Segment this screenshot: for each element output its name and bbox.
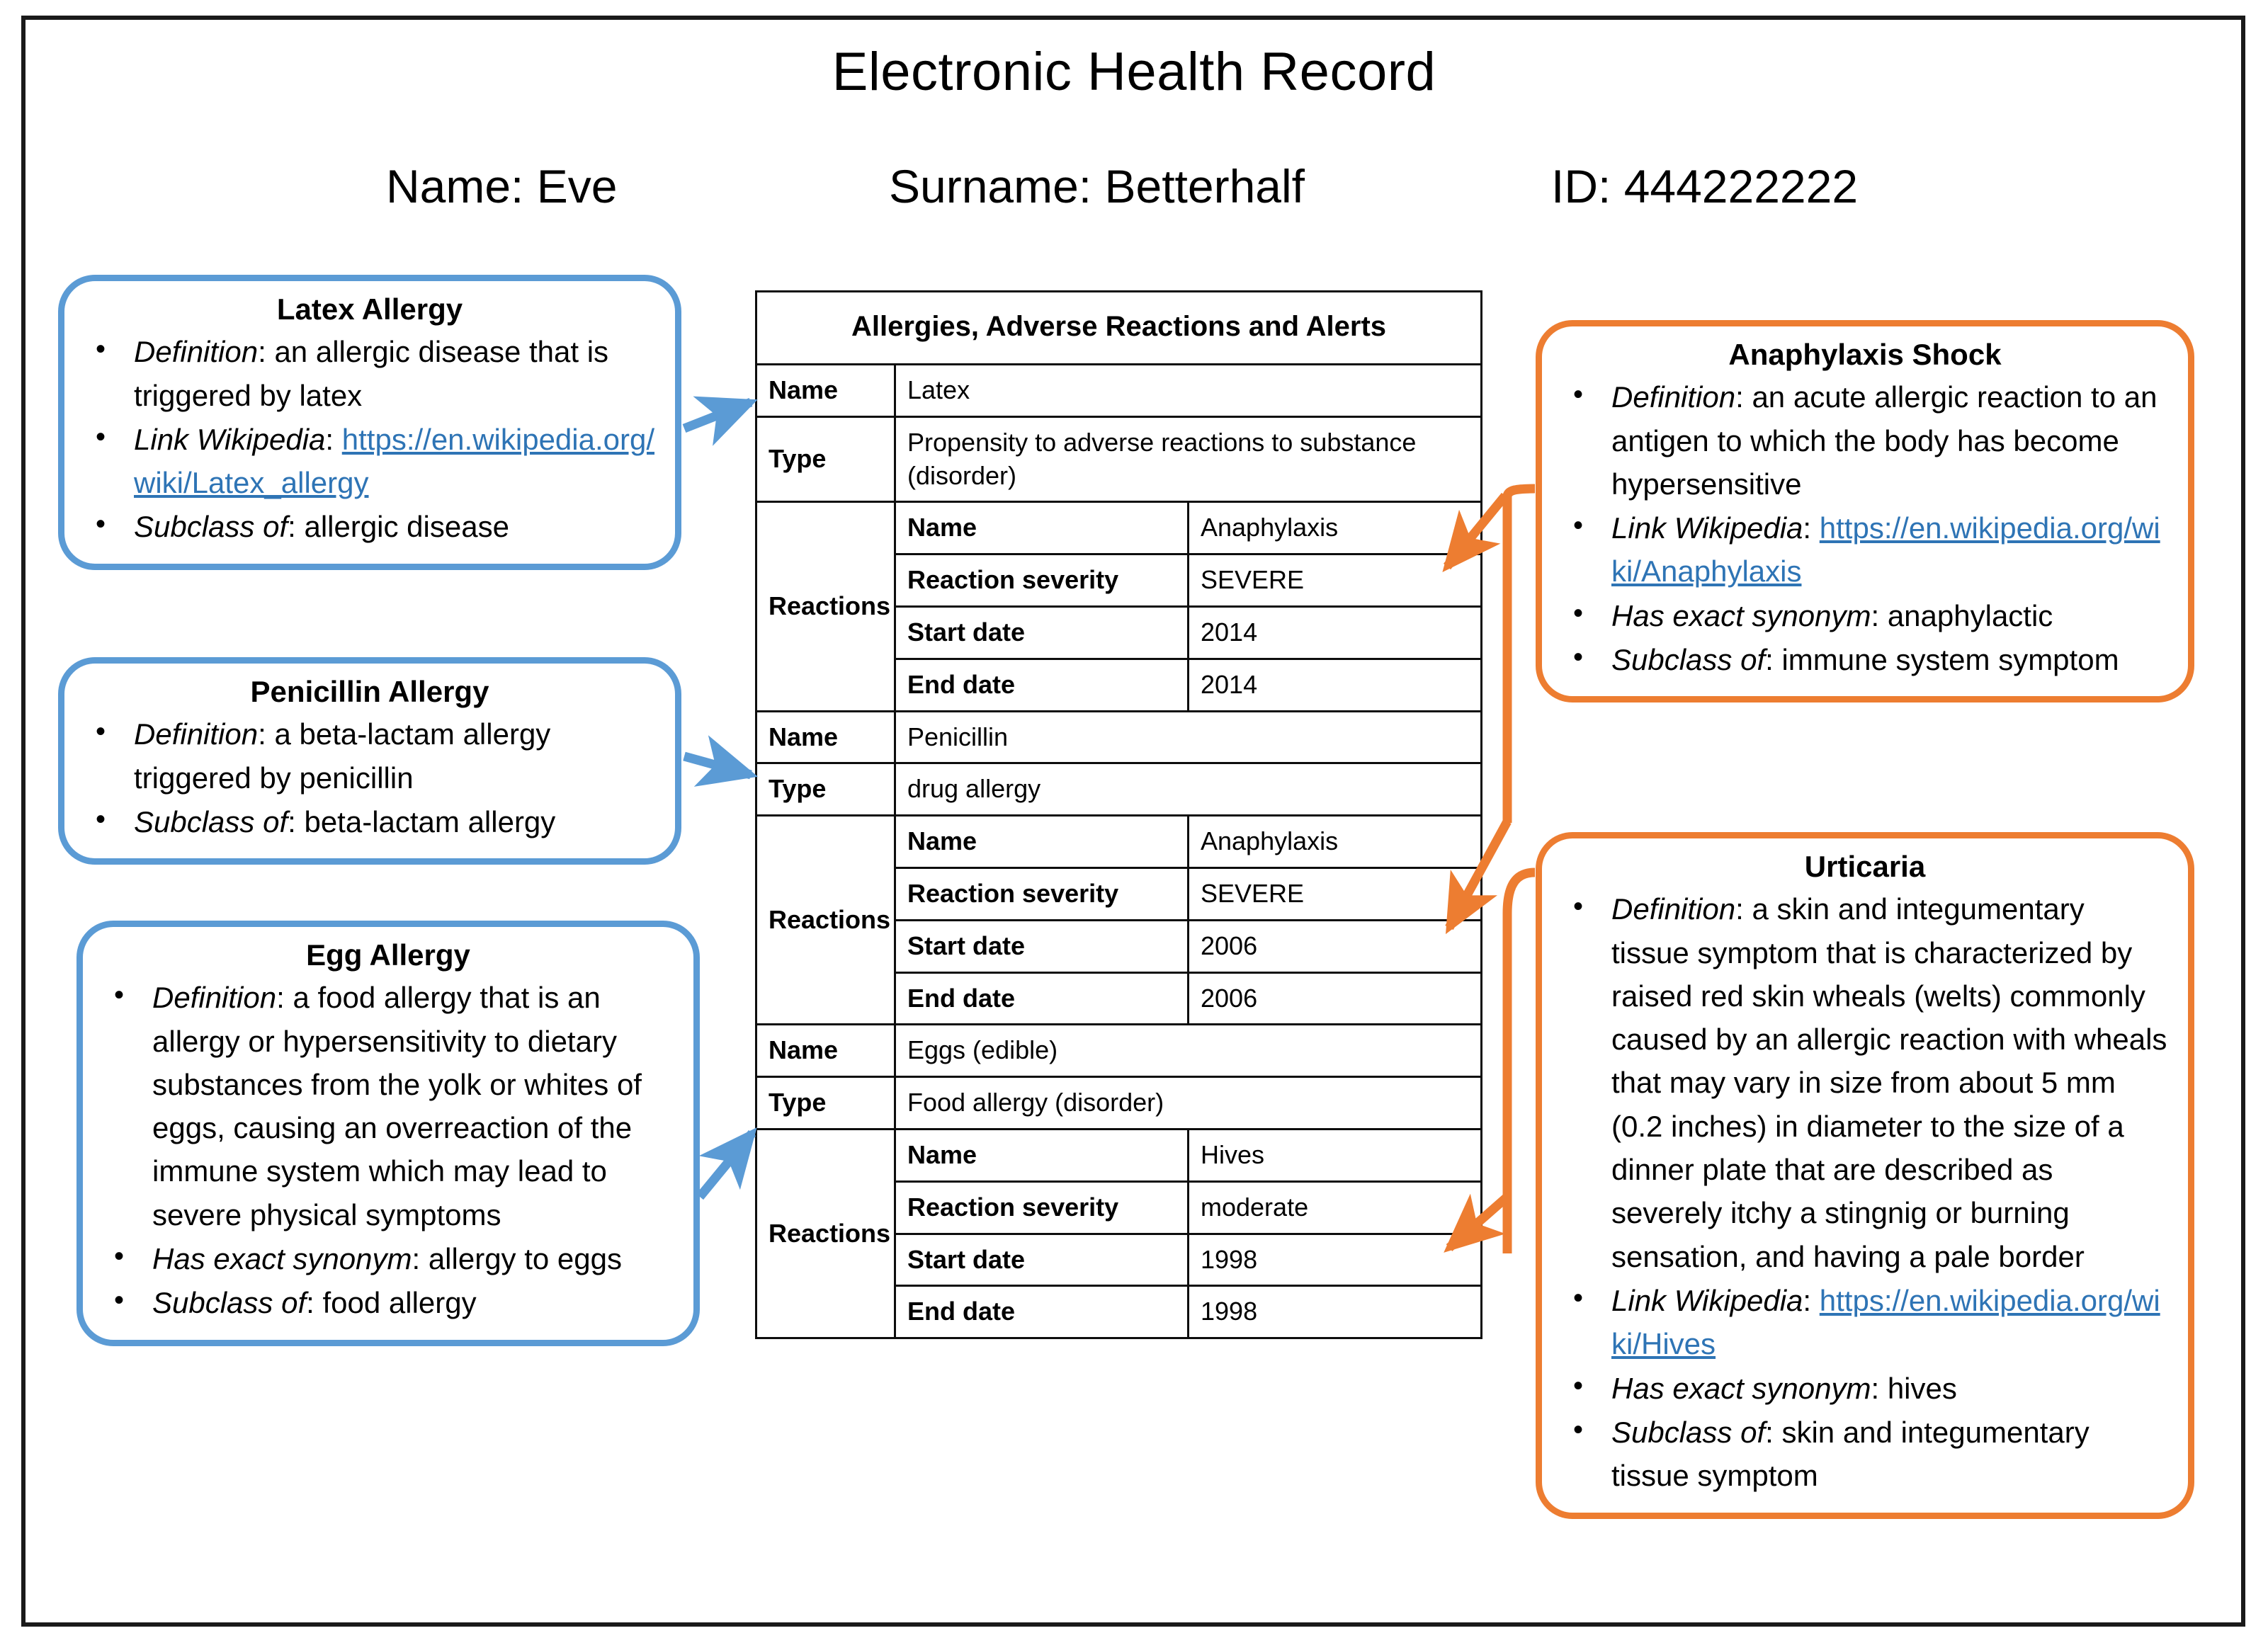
reaction-label-name: Name bbox=[895, 1129, 1189, 1181]
entry-type-value: drug allergy bbox=[895, 763, 1482, 816]
patient-name-field bbox=[386, 159, 617, 213]
bullet-label: Has exact synonym bbox=[1611, 1371, 1871, 1405]
bullet-text: : allergic disease bbox=[288, 510, 509, 544]
reaction-severity-value: moderate bbox=[1189, 1181, 1482, 1234]
row-label-type: Type bbox=[756, 1077, 895, 1130]
reaction-card-title: Urticaria bbox=[1804, 850, 1926, 883]
list-item bbox=[83, 418, 657, 505]
bullet-text: : a beta-lactam allergy triggered by penicillin bbox=[134, 717, 551, 795]
allergy-card-egg bbox=[76, 921, 700, 1346]
bullet-text: : an acute allergic reaction to an antigen to which the body has become hypersensitive bbox=[1611, 380, 2158, 501]
bullet-label: Definition bbox=[1611, 380, 1736, 414]
table-row bbox=[756, 1025, 1482, 1077]
allergy-card-title: Penicillin Allergy bbox=[250, 675, 489, 708]
entry-type-value: Propensity to adverse reactions to substance (disorder) bbox=[895, 416, 1482, 502]
bullet-text: : an allergic disease that is triggered by latex bbox=[134, 335, 609, 412]
table-caption: Allergies, Adverse Reactions and Alerts bbox=[756, 292, 1482, 365]
bullet-label: Has exact synonym bbox=[152, 1242, 412, 1276]
reaction-name-value: Anaphylaxis bbox=[1189, 816, 1482, 868]
list-item bbox=[83, 800, 657, 843]
table-row bbox=[756, 711, 1482, 763]
wikipedia-link[interactable]: https://en.wikipedia.org/wiki/Anaphylaxis bbox=[1611, 511, 2160, 588]
table-row bbox=[756, 365, 1482, 417]
list-item bbox=[1560, 1279, 2170, 1366]
bullet-label: Definition bbox=[152, 981, 277, 1015]
bullet-label: Subclass of bbox=[134, 510, 288, 544]
reaction-card-anaphylaxis-shock bbox=[1536, 320, 2194, 702]
reaction-name-value: Hives bbox=[1189, 1129, 1482, 1181]
bullet-text: : beta-lactam allergy bbox=[288, 804, 556, 838]
bullet-label: Has exact synonym bbox=[1611, 598, 1871, 632]
wikipedia-link[interactable]: https://en.wikipedia.org/wiki/Hives bbox=[1611, 1284, 2160, 1361]
bullet-text: : hives bbox=[1871, 1371, 1957, 1405]
allergy-card-bullets bbox=[101, 976, 675, 1325]
table-row bbox=[756, 502, 1482, 554]
reaction-label-severity: Reaction severity bbox=[895, 867, 1189, 920]
table-row bbox=[756, 416, 1482, 502]
reaction-start-date-value: 2014 bbox=[1189, 606, 1482, 659]
reaction-end-date-value: 2006 bbox=[1189, 972, 1482, 1025]
bullet-label: Subclass of bbox=[1611, 1415, 1766, 1449]
bullet-label: Link Wikipedia bbox=[1611, 1284, 1803, 1318]
list-item bbox=[101, 1237, 675, 1280]
reaction-card-title: Anaphylaxis Shock bbox=[1728, 338, 2002, 371]
reaction-label-severity: Reaction severity bbox=[895, 554, 1189, 607]
list-item bbox=[1560, 1367, 2170, 1410]
reaction-card-urticaria bbox=[1536, 832, 2194, 1519]
table-caption-row bbox=[756, 292, 1482, 365]
row-label-reactions: Reactions bbox=[756, 816, 895, 1025]
list-item bbox=[83, 505, 657, 548]
reaction-start-date-value: 1998 bbox=[1189, 1234, 1482, 1286]
bullet-text: : a food allergy that is an allergy or hypersensitivity to dietary substances from the yolk or whites of eggs, causing an overreaction of the immune system which may lead to severe physical symptoms bbox=[152, 981, 642, 1231]
list-item bbox=[83, 330, 657, 417]
bullet-text: : a skin and integumentary tissue symptom that is characterized by raised red skin wheals (welts) commonly caused by an allergic reaction with wheals that may vary in size from about 5 mm (0.2 inches) in diameter to the size of a dinner plate that are described as severely itchy a stingnig or burning sensation, and having a pale border bbox=[1611, 892, 2167, 1273]
allergy-card-penicillin bbox=[58, 657, 681, 865]
table-row bbox=[756, 1129, 1482, 1181]
reaction-label-name: Name bbox=[895, 502, 1189, 554]
reaction-label-end-date: End date bbox=[895, 1286, 1189, 1338]
reaction-end-date-value: 1998 bbox=[1189, 1286, 1482, 1338]
patient-name-label: Name: bbox=[386, 160, 524, 212]
patient-surname-value: Betterhalf bbox=[1104, 160, 1305, 212]
list-item bbox=[1560, 506, 2170, 593]
reaction-label-start-date: Start date bbox=[895, 920, 1189, 972]
page-title: Electronic Health Record bbox=[832, 42, 1436, 102]
list-item bbox=[1560, 375, 2170, 506]
list-item bbox=[83, 712, 657, 800]
bullet-text: : food allergy bbox=[306, 1286, 477, 1320]
entry-type-value: Food allergy (disorder) bbox=[895, 1077, 1482, 1130]
allergies-table bbox=[755, 290, 1482, 1339]
bullet-label: Link Wikipedia bbox=[134, 422, 326, 456]
reaction-end-date-value: 2014 bbox=[1189, 659, 1482, 711]
reaction-label-severity: Reaction severity bbox=[895, 1181, 1189, 1234]
reaction-label-name: Name bbox=[895, 816, 1189, 868]
table-row bbox=[756, 1077, 1482, 1130]
bullet-text: : skin and integumentary tissue symptom bbox=[1611, 1415, 2090, 1493]
row-label-name: Name bbox=[756, 1025, 895, 1077]
reaction-label-start-date: Start date bbox=[895, 606, 1189, 659]
reaction-label-end-date: End date bbox=[895, 972, 1189, 1025]
wikipedia-link[interactable]: https://en.wikipedia.org/wiki/Latex_allergy bbox=[134, 422, 655, 500]
reaction-card-bullets bbox=[1560, 375, 2170, 681]
list-item bbox=[1560, 594, 2170, 637]
bullet-text: : immune system symptom bbox=[1765, 643, 2119, 677]
reaction-severity-value: SEVERE bbox=[1189, 554, 1482, 607]
bullet-label: Link Wikipedia bbox=[1611, 511, 1803, 545]
patient-surname-label: Surname: bbox=[889, 160, 1092, 212]
list-item bbox=[1560, 1411, 2170, 1498]
patient-id-field bbox=[1551, 159, 1858, 213]
allergy-card-title: Egg Allergy bbox=[306, 938, 470, 972]
bullet-label: Definition bbox=[134, 717, 259, 751]
row-label-name: Name bbox=[756, 365, 895, 417]
allergy-card-bullets bbox=[83, 712, 657, 843]
allergy-card-title: Latex Allergy bbox=[276, 292, 463, 326]
list-item bbox=[1560, 887, 2170, 1278]
entry-name-value: Penicillin bbox=[895, 711, 1482, 763]
bullet-label: Definition bbox=[1611, 892, 1736, 926]
allergy-card-bullets bbox=[83, 330, 657, 549]
row-label-reactions: Reactions bbox=[756, 1129, 895, 1338]
bullet-text: : bbox=[1803, 1284, 1812, 1318]
row-label-type: Type bbox=[756, 763, 895, 816]
reaction-start-date-value: 2006 bbox=[1189, 920, 1482, 972]
reaction-label-end-date: End date bbox=[895, 659, 1189, 711]
reaction-severity-value: SEVERE bbox=[1189, 867, 1482, 920]
bullet-label: Definition bbox=[134, 335, 259, 369]
bullet-text: : bbox=[1803, 511, 1812, 545]
patient-name-value: Eve bbox=[536, 160, 618, 212]
bullet-label: Subclass of bbox=[134, 804, 288, 838]
row-label-reactions: Reactions bbox=[756, 502, 895, 711]
list-item bbox=[101, 976, 675, 1236]
row-label-name: Name bbox=[756, 711, 895, 763]
patient-id-label: ID: bbox=[1551, 160, 1611, 212]
patient-id-value: 444222222 bbox=[1623, 160, 1859, 212]
bullet-text: : bbox=[325, 422, 334, 456]
list-item bbox=[101, 1281, 675, 1324]
list-item bbox=[1560, 638, 2170, 681]
entry-name-value: Eggs (edible) bbox=[895, 1025, 1482, 1077]
allergy-card-latex bbox=[58, 275, 681, 570]
reaction-card-bullets bbox=[1560, 887, 2170, 1497]
bullet-label: Subclass of bbox=[152, 1286, 307, 1320]
bullet-label: Subclass of bbox=[1611, 643, 1766, 677]
table-row bbox=[756, 763, 1482, 816]
patient-surname-field bbox=[889, 159, 1305, 213]
bullet-text: : anaphylactic bbox=[1871, 598, 2053, 632]
reaction-name-value: Anaphylaxis bbox=[1189, 502, 1482, 554]
table-row bbox=[756, 816, 1482, 868]
row-label-type: Type bbox=[756, 416, 895, 502]
bullet-text: : allergy to eggs bbox=[412, 1242, 622, 1276]
reaction-label-start-date: Start date bbox=[895, 1234, 1189, 1286]
entry-name-value: Latex bbox=[895, 365, 1482, 417]
